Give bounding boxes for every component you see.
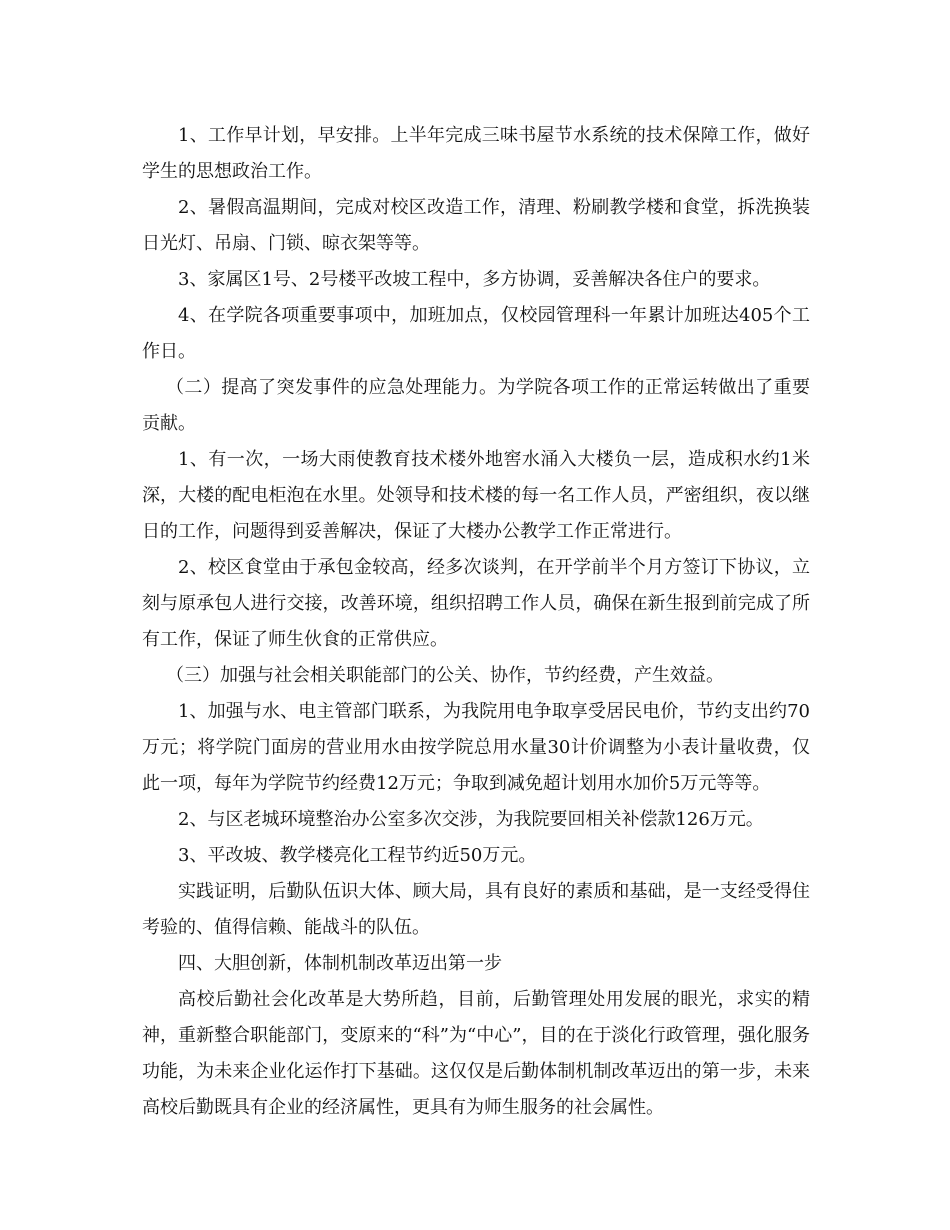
paragraph-2: 2、暑假高温期间，完成对校区改造工作，清理、粉刷教学楼和食堂，拆洗换装日光灯、吊扇、门锁、晾衣架等等。 [142, 197, 810, 254]
paragraph-conclusion: 实践证明，后勤队伍识大体、顾大局，具有良好的素质和基础，是一支经受得住考验的、值得信赖、能战斗的队伍。 [142, 881, 810, 938]
paragraph-7: 1、加强与水、电主管部门联系，为我院用电争取享受居民电价，节约支出约70万元；将学院门面房的营业用水由按学院总用水量30计价调整为小表计量收费，仅此一项，每年为学院节约经费12万元；争取到减免超计划用水加价5万元等等。 [142, 701, 810, 794]
section-heading-3: （三）加强与社会相关职能部门的公关、协作，节约经费，产生效益。 [166, 665, 724, 686]
section-heading-2: （二）提高了突发事件的应急处理能力。为学院各项工作的正常运转做出了重要贡献。 [142, 377, 810, 434]
paragraph-4: 4、在学院各项重要事项中，加班加点，仅校园管理科一年累计加班达405个工作日。 [142, 305, 810, 362]
paragraph-9: 3、平改坡、教学楼亮化工程节约近50万元。 [178, 845, 537, 866]
section-heading-4: 四、大胆创新，体制机制改革迈出第一步 [178, 953, 502, 974]
paragraph-1: 1、工作早计划，早安排。上半年完成三味书屋节水系统的技术保障工作，做好学生的思想政治工作。 [142, 125, 810, 182]
paragraph-5: 1、有一次，一场大雨使教育技术楼外地窖水涌入大楼负一层，造成积水约1米深，大楼的配电柜泡在水里。处领导和技术楼的每一名工作人员，严密组织，夜以继日的工作，问题得到妥善解决，保证了大楼办公教学工作正常进行。 [142, 449, 810, 542]
paragraph-6: 2、校区食堂由于承包金较高，经多次谈判，在开学前半个月方签订下协议，立刻与原承包人进行交接，改善环境，组织招聘工作人员，确保在新生报到前完成了所有工作，保证了师生伙食的正常供应。 [142, 557, 810, 650]
paragraph-3: 3、家属区1号、2号楼平改坡工程中，多方协调，妥善解决各住户的要求。 [178, 269, 771, 290]
paragraph-8: 2、与区老城环境整治办公室多次交涉，为我院要回相关补偿款126万元。 [178, 809, 764, 830]
paragraph-reform: 高校后勤社会化改革是大势所趋，目前，后勤管理处用发展的眼光，求实的精神，重新整合职能部门，变原来的“科”为“中心”，目的在于淡化行政管理，强化服务功能，为未来企业化运作打下基础。这仅仅是后勤体制机制改革迈出的第一步，未来高校后勤既具有企业的经济属性，更具有为师生服务的社会属性。 [142, 989, 810, 1118]
